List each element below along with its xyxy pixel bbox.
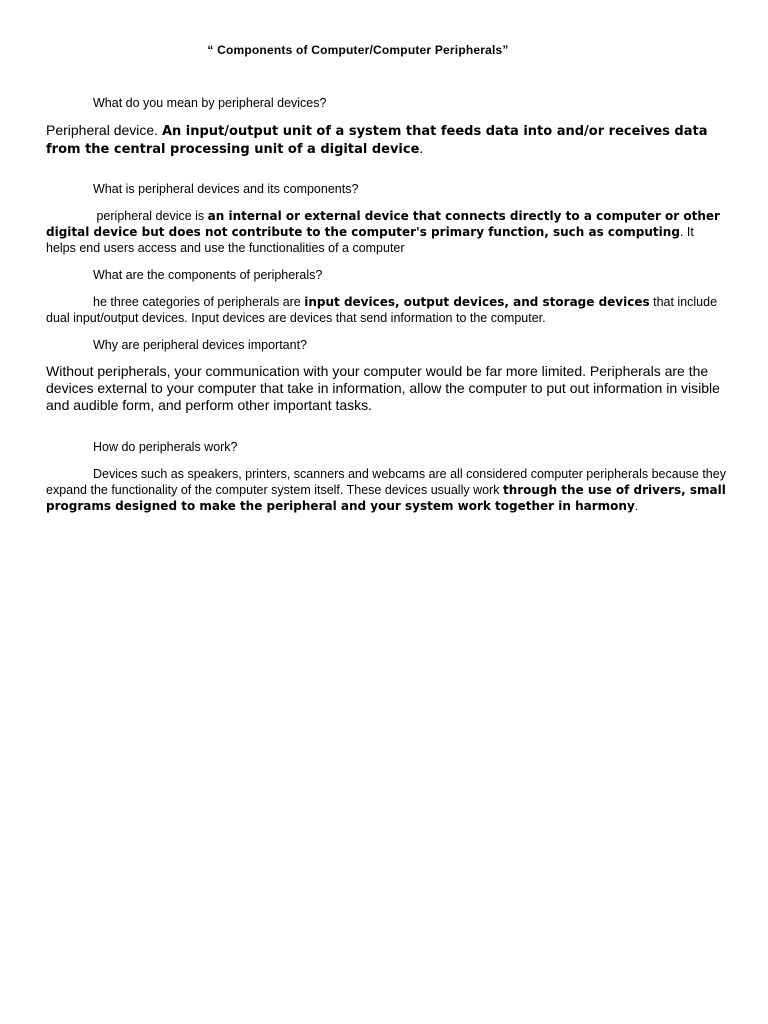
question-2: What is peripheral devices and its components? <box>93 182 359 196</box>
question-4: Why are peripheral devices important? <box>93 338 307 352</box>
answer-3 <box>46 294 726 326</box>
answer-5-bold: through the use of drivers, small programs designed to make the peripheral and your system work together in harmony <box>46 483 726 513</box>
answer-3-bold: input devices, output devices, and storage devices <box>304 295 650 309</box>
answer-1-lead: Peripheral device. <box>46 122 162 138</box>
answer-2 <box>46 208 726 256</box>
answer-1-bold: An input/output unit of a system that feeds data into and/or receives data from the central processing unit of a digital device <box>46 124 708 157</box>
answer-1 <box>46 122 726 158</box>
answer-2-lead: peripheral device is <box>93 209 208 223</box>
answer-2-tail: . It helps end users access and use the functionalities of a computer <box>46 225 694 255</box>
document-title: “ Components of Computer/Computer Peripherals” <box>207 43 509 57</box>
answer-1-end: . <box>419 140 424 156</box>
question-1: What do you mean by peripheral devices? <box>93 96 327 110</box>
answer-3-tail: that include dual input/output devices. Input devices are devices that send information to the computer. <box>46 295 718 325</box>
answer-4: Without peripherals, your communication with your computer would be far more limited. Peripherals are the devices external to your computer that take in information, allow the computer to put out information in visible and audible form, and perform other important tasks. <box>46 363 720 413</box>
answer-2-bold: an internal or external device that connects directly to a computer or other digital device but does not contribute to the computer's primary function, such as computing <box>46 209 720 239</box>
question-5: How do peripherals work? <box>93 440 238 454</box>
answer-5-end: . <box>634 499 639 513</box>
answer-5 <box>46 466 726 514</box>
answer-3-lead: he three categories of peripherals are <box>93 295 305 309</box>
answer-5-lead: Devices such as speakers, printers, scanners and webcams are all considered computer peripherals because they expand the functionality of the computer system itself. These devices usually work <box>46 467 726 497</box>
question-3: What are the components of peripherals? <box>93 268 323 282</box>
